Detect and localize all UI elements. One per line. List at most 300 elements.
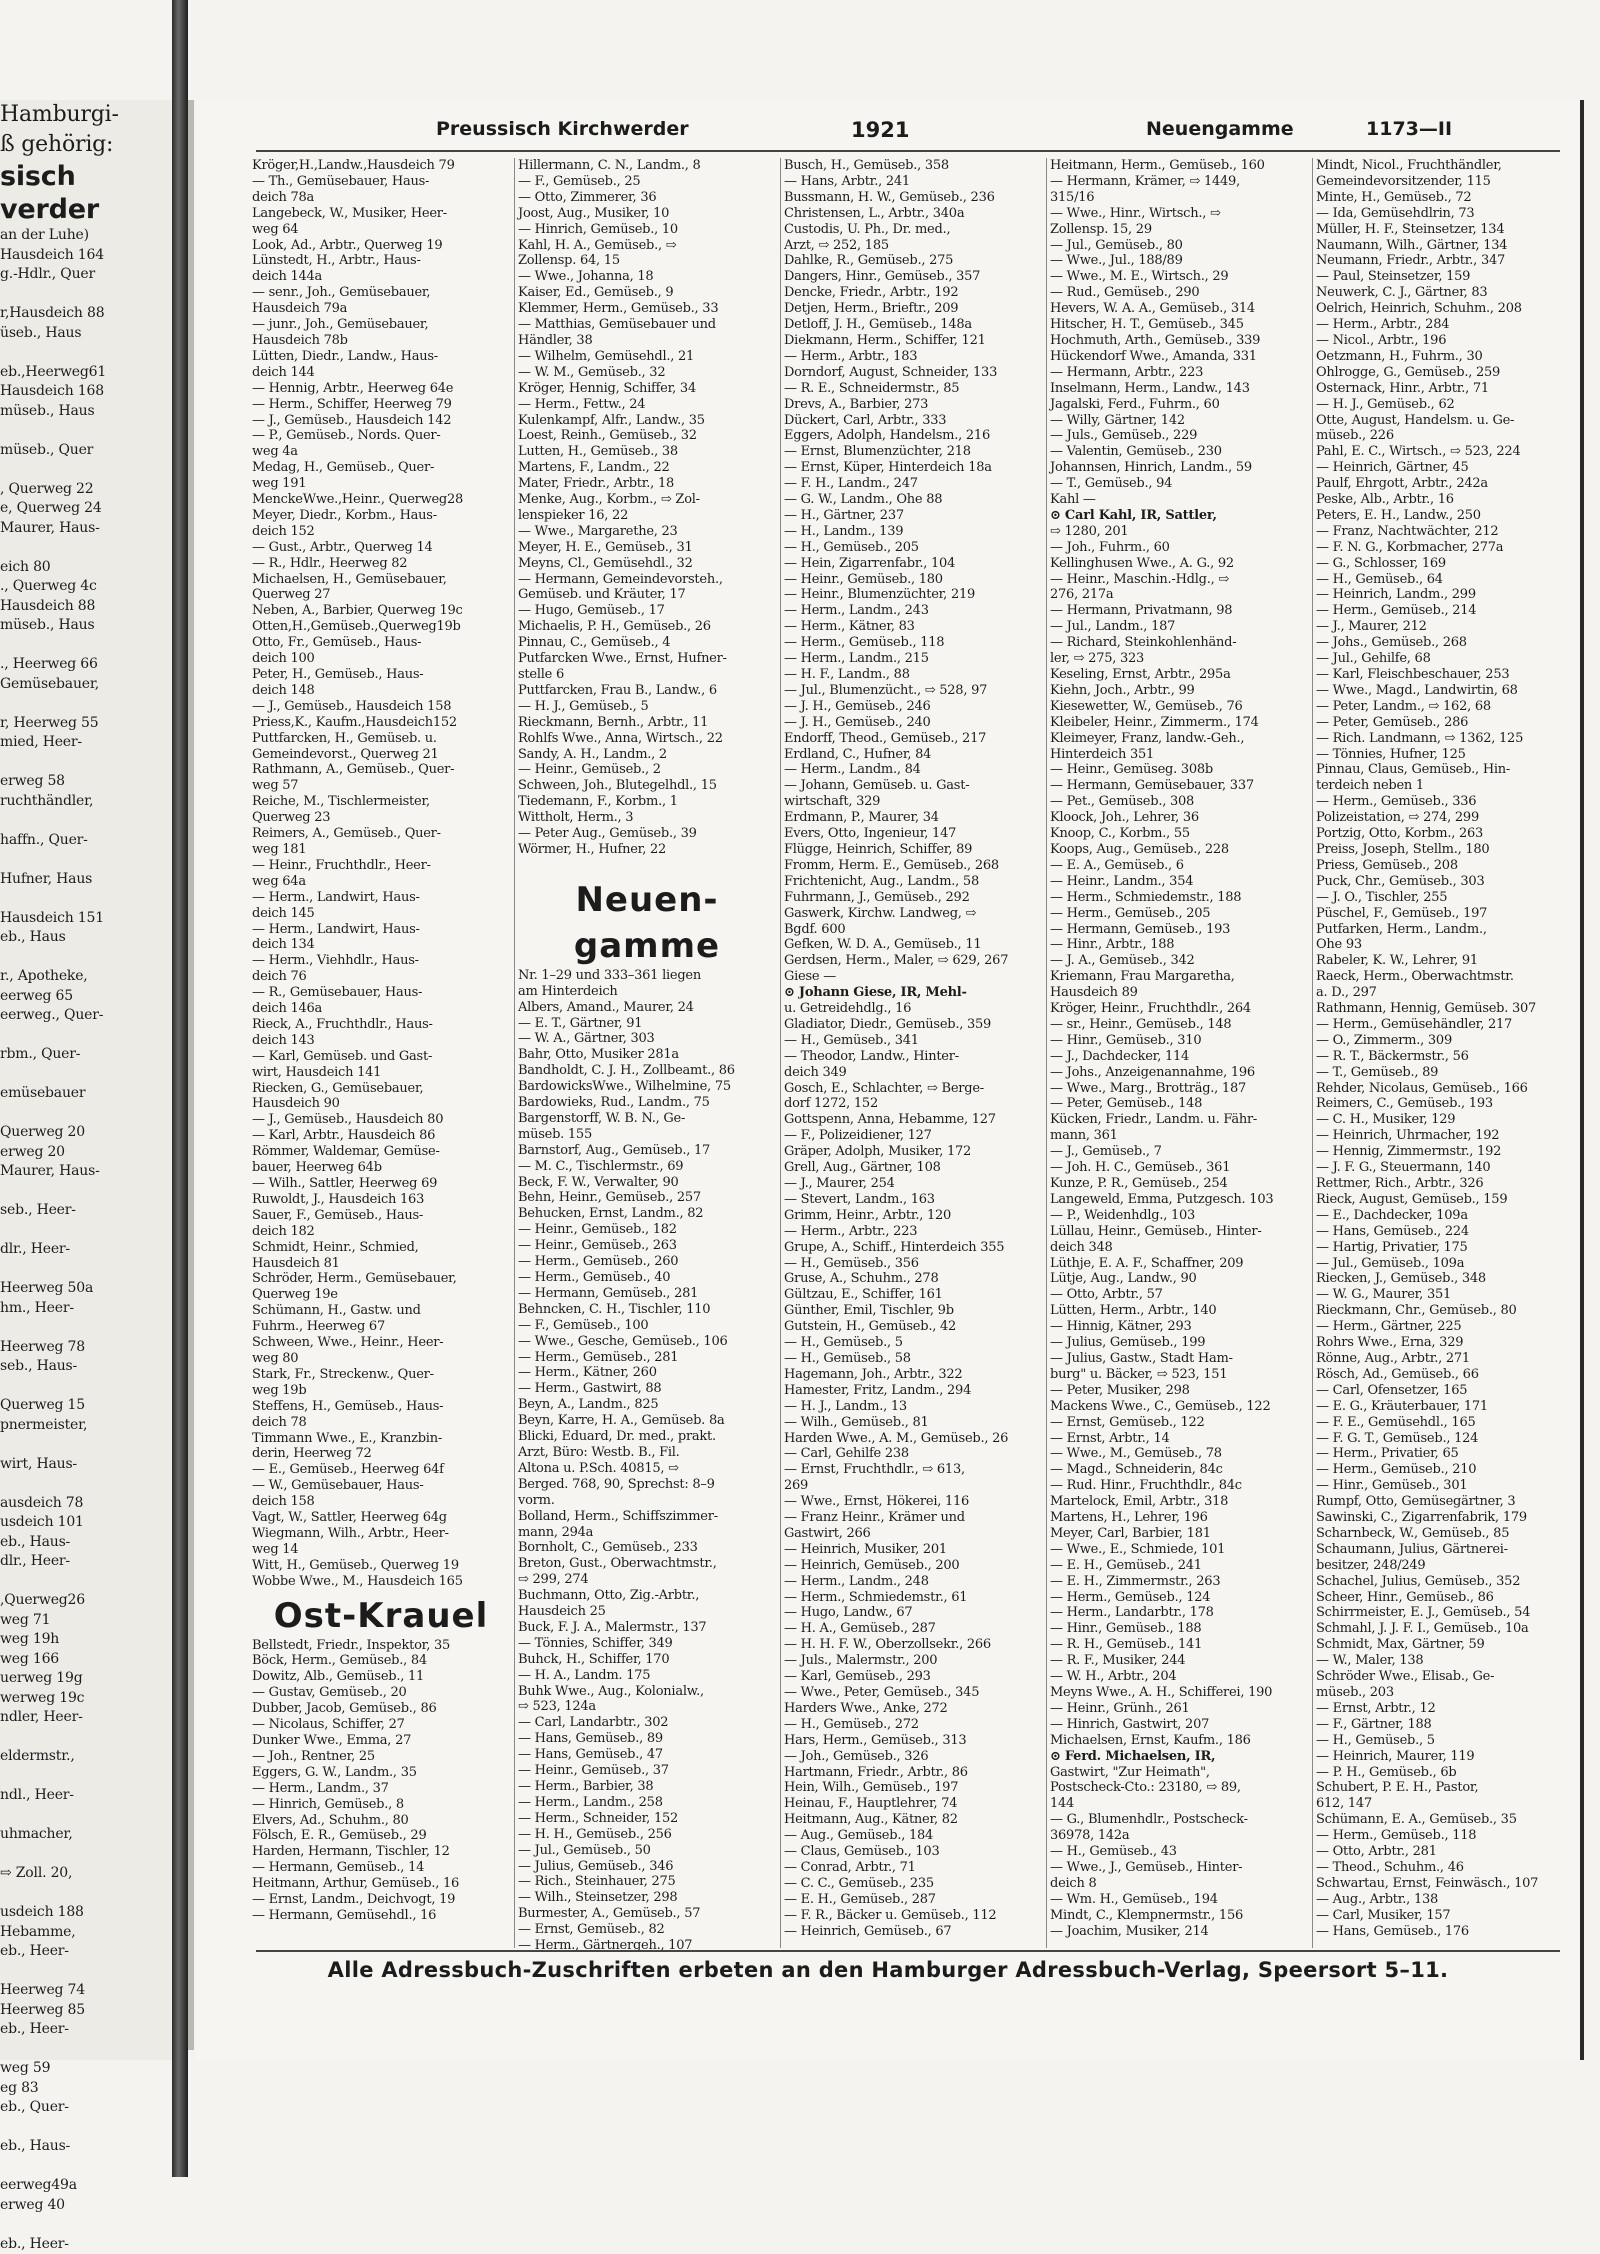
directory-entry: Giese — xyxy=(784,969,1042,985)
directory-entry: Heitmann, Herm., Gemüseb., 160 xyxy=(1050,158,1308,174)
directory-entry: — Rich. Landmann, ⇨ 1362, 125 xyxy=(1316,731,1574,747)
header-year: 1921 xyxy=(851,118,909,142)
directory-entry: — Tönnies, Schiffer, 349 xyxy=(518,1636,776,1652)
directory-entry: Endorff, Theod., Gemüseb., 217 xyxy=(784,731,1042,747)
directory-entry: — E. A., Gemüseb., 6 xyxy=(1050,858,1308,874)
directory-entry: Gastwirt, "Zur Heimath", xyxy=(1050,1765,1308,1781)
adjacent-page-line: dlr., Heer- xyxy=(0,1240,172,1260)
directory-entry: ⇨ 299, 274 xyxy=(518,1572,776,1588)
directory-entry: Pinnau, C., Gemüseb., 4 xyxy=(518,635,776,651)
adjacent-page-line: müseb., Haus xyxy=(0,402,172,422)
directory-entry: Kiehn, Joch., Arbtr., 99 xyxy=(1050,683,1308,699)
directory-entry: — H., Gemüseb., 58 xyxy=(784,1351,1042,1367)
adjacent-page-line xyxy=(0,1260,172,1280)
directory-entry: — Hans, Gemüseb., 47 xyxy=(518,1747,776,1763)
directory-entry: — Herm., Landm., 243 xyxy=(784,603,1042,619)
adjacent-page-line xyxy=(0,948,172,968)
directory-entry: Riecken, G., Gemüsebauer, xyxy=(252,1081,510,1097)
directory-entry: — Wm. H., Gemüseb., 194 xyxy=(1050,1892,1308,1908)
directory-entry: — H., Gemüseb., 272 xyxy=(784,1717,1042,1733)
directory-entry: Diekmann, Herm., Schiffer, 121 xyxy=(784,333,1042,349)
directory-entry: Schween, Joh., Blutegelhdl., 15 xyxy=(518,778,776,794)
directory-entry: — Carl, Gehilfe 238 xyxy=(784,1446,1042,1462)
directory-entry: — Johann, Gemüseb. u. Gast- xyxy=(784,778,1042,794)
adjacent-page-line: Querweg 15 xyxy=(0,1396,172,1416)
directory-entry: Hückendorf Wwe., Amanda, 331 xyxy=(1050,349,1308,365)
directory-entry: Peske, Alb., Arbtr., 16 xyxy=(1316,492,1574,508)
directory-entry: — Valentin, Gemüseb., 230 xyxy=(1050,444,1308,460)
adjacent-page-line xyxy=(0,2157,172,2177)
directory-entry: Martens, F., Landm., 22 xyxy=(518,460,776,476)
directory-entry: — W. G., Maurer, 351 xyxy=(1316,1287,1574,1303)
directory-entry: Querweg 19e xyxy=(252,1287,510,1303)
directory-entry: Schachel, Julius, Gemüseb., 352 xyxy=(1316,1574,1574,1590)
adjacent-page-line: ndler, Heer- xyxy=(0,1708,172,1728)
adjacent-page-line: r, Heerweg 55 xyxy=(0,714,172,734)
directory-entry: 315/16 xyxy=(1050,190,1308,206)
adjacent-page-line xyxy=(0,1962,172,1982)
directory-entry: Riecken, J., Gemüseb., 348 xyxy=(1316,1271,1574,1287)
adjacent-page-line: eg 83 xyxy=(0,2079,172,2099)
directory-entry: Gosch, E., Schlachter, ⇨ Berge- xyxy=(784,1081,1042,1097)
directory-entry: — Wwe., E., Schmiede, 101 xyxy=(1050,1542,1308,1558)
adjacent-page-line: erweg 20 xyxy=(0,1143,172,1163)
directory-entry: — Herm., Gemüsehändler, 217 xyxy=(1316,1017,1574,1033)
directory-entry: Hillermann, C. N., Landm., 8 xyxy=(518,158,776,174)
directory-entry: Reiche, M., Tischlermeister, xyxy=(252,794,510,810)
directory-entry: — Karl, Fleischbeschauer, 253 xyxy=(1316,667,1574,683)
directory-entry: Hinterdeich 351 xyxy=(1050,747,1308,763)
directory-entry: Buhck, H., Schiffer, 170 xyxy=(518,1652,776,1668)
directory-entry: — Hinr., Gemüseb., 188 xyxy=(1050,1621,1308,1637)
adjacent-page-line: verder xyxy=(0,193,172,226)
directory-entry: Mackens Wwe., C., Gemüseb., 122 xyxy=(1050,1399,1308,1415)
directory-entry: — Wilh., Gemüseb., 81 xyxy=(784,1415,1042,1431)
directory-entry: — Herm., Arbtr., 183 xyxy=(784,349,1042,365)
directory-entry: — H., Gemüseb., 205 xyxy=(784,540,1042,556)
directory-entry: — Herm., Landm., 37 xyxy=(252,1781,510,1797)
directory-entry: Rabeler, K. W., Lehrer, 91 xyxy=(1316,953,1574,969)
directory-entry: Erdland, C., Hufner, 84 xyxy=(784,747,1042,763)
directory-entry: Querweg 27 xyxy=(252,587,510,603)
directory-entry: — E. H., Gemüseb., 241 xyxy=(1050,1558,1308,1574)
directory-entry: Heitmann, Arthur, Gemüseb., 16 xyxy=(252,1876,510,1892)
adjacent-page-line xyxy=(0,1065,172,1085)
directory-entry: — Herm., Landwirt, Haus- xyxy=(252,890,510,906)
directory-entry: Jagalski, Ferd., Fuhrm., 60 xyxy=(1050,397,1308,413)
directory-entry: Look, Ad., Arbtr., Querweg 19 xyxy=(252,238,510,254)
adjacent-page-line xyxy=(0,1104,172,1124)
directory-entry: Hagemann, Joh., Arbtr., 322 xyxy=(784,1367,1042,1383)
column-4 xyxy=(1050,158,1308,1948)
directory-entry: — Heinr., Gemüseb., 180 xyxy=(784,572,1042,588)
directory-entry: Buck, F. J. A., Malermstr., 137 xyxy=(518,1620,776,1636)
directory-entry: Bolland, Herm., Schiffszimmer- xyxy=(518,1509,776,1525)
adjacent-page-line: eb., Heer- xyxy=(0,1942,172,1962)
directory-entry: — Hermann, Krämer, ⇨ 1449, xyxy=(1050,174,1308,190)
directory-entry: Langeweld, Emma, Putzgesch. 103 xyxy=(1050,1192,1308,1208)
directory-entry: Behn, Heinr., Gemüseb., 257 xyxy=(518,1190,776,1206)
directory-entry: Schmahl, J. J. F. I., Gemüseb., 10a xyxy=(1316,1621,1574,1637)
directory-entry: — Matthias, Gemüsebauer und xyxy=(518,317,776,333)
directory-entry: Kriemann, Frau Margaretha, xyxy=(1050,969,1308,985)
directory-entry: — F., Polizeidiener, 127 xyxy=(784,1128,1042,1144)
directory-entry: Querweg 23 xyxy=(252,810,510,826)
directory-entry: Michaelis, P. H., Gemüseb., 26 xyxy=(518,619,776,635)
directory-entry: Pinnau, Claus, Gemüseb., Hin- xyxy=(1316,762,1574,778)
directory-entry: Rehder, Nicolaus, Gemüseb., 166 xyxy=(1316,1081,1574,1097)
directory-entry: — Heinr., Gemüseb., 37 xyxy=(518,1763,776,1779)
directory-entry: Kloock, Joh., Lehrer, 36 xyxy=(1050,810,1308,826)
directory-entry: weg 19b xyxy=(252,1383,510,1399)
directory-entry: Tiedemann, F., Korbm., 1 xyxy=(518,794,776,810)
directory-entry: Rieckmann, Chr., Gemüseb., 80 xyxy=(1316,1303,1574,1319)
adjacent-page-line: ß gehörig: xyxy=(0,130,172,160)
directory-entry: Kröger, Hennig, Schiffer, 34 xyxy=(518,381,776,397)
directory-entry: — J., Maurer, 254 xyxy=(784,1176,1042,1192)
directory-entry: Klemmer, Herm., Gemüseb., 33 xyxy=(518,301,776,317)
directory-entry: — Heinrich, Maurer, 119 xyxy=(1316,1749,1574,1765)
directory-entry: Günther, Emil, Tischler, 9b xyxy=(784,1303,1042,1319)
directory-entry: — Herm., Schneider, 152 xyxy=(518,1811,776,1827)
directory-entry: Kaiser, Ed., Gemüseb., 9 xyxy=(518,285,776,301)
directory-entry: Schümann, H., Gastw. und xyxy=(252,1303,510,1319)
directory-entry: — Th., Gemüsebauer, Haus- xyxy=(252,174,510,190)
directory-entry: — Carl, Musiker, 157 xyxy=(1316,1908,1574,1924)
directory-entry: Bellstedt, Friedr., Inspektor, 35 xyxy=(252,1638,510,1654)
header-rule xyxy=(256,150,1560,152)
directory-entry: deich 100 xyxy=(252,651,510,667)
adjacent-page-line: emüsebauer xyxy=(0,1084,172,1104)
directory-entry: — Herm., Landwirt, Haus- xyxy=(252,922,510,938)
directory-entry: — Otto, Arbtr., 57 xyxy=(1050,1287,1308,1303)
directory-entry: — H., Gemüseb., 5 xyxy=(784,1335,1042,1351)
directory-entry: 612, 147 xyxy=(1316,1796,1574,1812)
directory-entry: — E., Gemüseb., Heerweg 64f xyxy=(252,1462,510,1478)
section-heading: gamme xyxy=(518,926,776,966)
directory-entry: — Herm., Gemüseb., 336 xyxy=(1316,794,1574,810)
directory-entry: Gladiator, Diedr., Gemüseb., 359 xyxy=(784,1017,1042,1033)
directory-entry: — Herm., Gärtnergeh., 107 xyxy=(518,1938,776,1954)
directory-entry: Peter, H., Gemüseb., Haus- xyxy=(252,667,510,683)
adjacent-page-line: weg 59 xyxy=(0,2059,172,2079)
directory-entry: Oelrich, Heinrich, Schuhm., 208 xyxy=(1316,301,1574,317)
book-gutter-shadow xyxy=(188,100,194,2050)
adjacent-page-line: eb., Haus- xyxy=(0,2137,172,2157)
adjacent-page-line xyxy=(0,1318,172,1338)
directory-entry: Zollensp. 64, 15 xyxy=(518,253,776,269)
directory-entry: Altona u. P.Sch. 40815, ⇨ xyxy=(518,1461,776,1477)
directory-entry: — Peter, Musiker, 298 xyxy=(1050,1383,1308,1399)
directory-entry: Wittholt, Herm., 3 xyxy=(518,810,776,826)
directory-entry: Knoop, C., Korbm., 55 xyxy=(1050,826,1308,842)
directory-entry: — H. J., Gemüseb., 62 xyxy=(1316,397,1574,413)
directory-entry: Meyer, H. E., Gemüseb., 31 xyxy=(518,540,776,556)
directory-entry: Stark, Fr., Streckenw., Quer- xyxy=(252,1367,510,1383)
directory-entry: Bussmann, H. W., Gemüseb., 236 xyxy=(784,190,1042,206)
directory-entry: — C. C., Gemüseb., 235 xyxy=(784,1876,1042,1892)
adjacent-page-line: ., Querweg 4c xyxy=(0,577,172,597)
directory-entry: — Hartig, Privatier, 175 xyxy=(1316,1240,1574,1256)
directory-entry: Gerdsen, Herm., Maler, ⇨ 629, 267 xyxy=(784,953,1042,969)
directory-entry: Püschel, F., Gemüseb., 197 xyxy=(1316,906,1574,922)
directory-entry: Dorndorf, August, Schneider, 133 xyxy=(784,365,1042,381)
directory-entry: Heitmann, Aug., Kätner, 82 xyxy=(784,1812,1042,1828)
adjacent-page-line: ,Querweg26 xyxy=(0,1591,172,1611)
adjacent-page-line: Hausdeich 164 xyxy=(0,246,172,266)
directory-entry: — Aug., Arbtr., 138 xyxy=(1316,1892,1574,1908)
directory-entry: — Theodor, Landw., Hinter- xyxy=(784,1049,1042,1065)
directory-entry: — Wwe., Marg., Brotträg., 187 xyxy=(1050,1081,1308,1097)
directory-entry: Peters, E. H., Landw., 250 xyxy=(1316,508,1574,524)
footer-rule xyxy=(256,1950,1560,1952)
directory-entry: ⊙ Ferd. Michaelsen, IR, xyxy=(1050,1749,1308,1765)
directory-entry: Blicki, Eduard, Dr. med., prakt. xyxy=(518,1429,776,1445)
directory-entry: — H., Gemüseb., 64 xyxy=(1316,572,1574,588)
directory-entry: Bargenstorff, W. B. N., Ge- xyxy=(518,1111,776,1127)
column-5 xyxy=(1316,158,1574,1948)
directory-entry: — W., Maler, 138 xyxy=(1316,1653,1574,1669)
directory-entry: — F., Gärtner, 188 xyxy=(1316,1717,1574,1733)
directory-entry: müseb., 226 xyxy=(1316,428,1574,444)
directory-entry: — Herm., Gastwirt, 88 xyxy=(518,1381,776,1397)
directory-entry: — Herm., Landm., 258 xyxy=(518,1795,776,1811)
directory-entry: Lütten, Herm., Arbtr., 140 xyxy=(1050,1303,1308,1319)
directory-entry: — Jul., Gemüseb., 50 xyxy=(518,1843,776,1859)
directory-entry: Busch, H., Gemüseb., 358 xyxy=(784,158,1042,174)
directory-entry: — Heinrich, Gemüseb., 67 xyxy=(784,1924,1042,1940)
directory-entry: — Herm., Viehhdlr., Haus- xyxy=(252,953,510,969)
directory-entry: Portzig, Otto, Korbm., 263 xyxy=(1316,826,1574,842)
directory-entry: weg 181 xyxy=(252,842,510,858)
directory-entry: — Herm., Gemüseb., 281 xyxy=(518,1350,776,1366)
directory-entry: Rohlfs Wwe., Anna, Wirtsch., 22 xyxy=(518,731,776,747)
directory-entry: Otte, August, Handelsm. u. Ge- xyxy=(1316,413,1574,429)
adjacent-page-line: Hausdeich 151 xyxy=(0,909,172,929)
adjacent-page-line xyxy=(0,285,172,305)
adjacent-page-line: eb., Haus- xyxy=(0,1533,172,1553)
directory-entry: Rönne, Aug., Arbtr., 271 xyxy=(1316,1351,1574,1367)
directory-entry: Fromm, Herm. E., Gemüseb., 268 xyxy=(784,858,1042,874)
directory-entry: weg 4a xyxy=(252,444,510,460)
directory-entry: ⊙ Johann Giese, IR, Mehl- xyxy=(784,985,1042,1001)
directory-entry: Detloff, J. H., Gemüseb., 148a xyxy=(784,317,1042,333)
directory-entry: — Hermann, Arbtr., 223 xyxy=(1050,365,1308,381)
directory-entry: — H. H., Gemüseb., 256 xyxy=(518,1827,776,1843)
directory-entry: Koops, Aug., Gemüseb., 228 xyxy=(1050,842,1308,858)
directory-entry: — P. H., Gemüseb., 6b xyxy=(1316,1765,1574,1781)
directory-entry: — R. T., Bäckermstr., 56 xyxy=(1316,1049,1574,1065)
column-separator xyxy=(1312,158,1313,1948)
directory-entry: Menke, Aug., Korbm., ⇨ Zol- xyxy=(518,492,776,508)
directory-entry: Gaswerk, Kirchw. Landweg, ⇨ xyxy=(784,906,1042,922)
directory-entry: terdeich neben 1 xyxy=(1316,778,1574,794)
directory-entry: Steffens, H., Gemüseb., Haus- xyxy=(252,1399,510,1415)
directory-entry: Ohe 93 xyxy=(1316,937,1574,953)
directory-entry: Hausdeich 90 xyxy=(252,1096,510,1112)
directory-entry: Lütje, Aug., Landw., 90 xyxy=(1050,1271,1308,1287)
directory-entry: Behucken, Ernst, Landm., 82 xyxy=(518,1206,776,1222)
directory-entry: Dowitz, Alb., Gemüseb., 11 xyxy=(252,1669,510,1685)
directory-entry: — Herm., Schmiedemstr., 188 xyxy=(1050,890,1308,906)
directory-entry: — W., Gemüsebauer, Haus- xyxy=(252,1478,510,1494)
adjacent-page-line: ., Heerweg 66 xyxy=(0,655,172,675)
directory-entry: Lutten, H., Gemüseb., 38 xyxy=(518,444,776,460)
directory-entry: — Willy, Gärtner, 142 xyxy=(1050,413,1308,429)
directory-entry: 269 xyxy=(784,1478,1042,1494)
directory-entry: Meyer, Carl, Barbier, 181 xyxy=(1050,1526,1308,1542)
directory-entry: Kulenkampf, Alfr., Landw., 35 xyxy=(518,413,776,429)
directory-entry: Reimers, C., Gemüseb., 193 xyxy=(1316,1096,1574,1112)
directory-entry: — Herm., Fettw., 24 xyxy=(518,397,776,413)
section-heading: Neuen- xyxy=(518,880,776,920)
directory-entry: Schröder, Herm., Gemüsebauer, xyxy=(252,1271,510,1287)
adjacent-page-line xyxy=(0,538,172,558)
directory-entry: Joost, Aug., Musiker, 10 xyxy=(518,206,776,222)
directory-entry: — Johs., Anzeigenannahme, 196 xyxy=(1050,1065,1308,1081)
adjacent-page-line: eb., Quer- xyxy=(0,2098,172,2118)
directory-entry: — Hennig, Zimmermstr., 192 xyxy=(1316,1144,1574,1160)
directory-entry: — Hinrich, Gastwirt, 207 xyxy=(1050,1717,1308,1733)
adjacent-page-line: Gemüsebauer, xyxy=(0,675,172,695)
directory-entry: Johannsen, Hinrich, Landm., 59 xyxy=(1050,460,1308,476)
directory-entry: Gruse, A., Schuhm., 278 xyxy=(784,1271,1042,1287)
directory-entry: — W. H., Arbtr., 204 xyxy=(1050,1669,1308,1685)
directory-entry: — Heinrich, Landm., 299 xyxy=(1316,587,1574,603)
directory-entry: Bahr, Otto, Musiker 281a xyxy=(518,1047,776,1063)
directory-entry: Vagt, W., Sattler, Heerweg 64g xyxy=(252,1510,510,1526)
directory-entry: Wörmer, H., Hufner, 22 xyxy=(518,842,776,858)
adjacent-page-line: Querweg 20 xyxy=(0,1123,172,1143)
adjacent-page-line xyxy=(0,1435,172,1455)
directory-entry: Eggers, G. W., Landm., 35 xyxy=(252,1765,510,1781)
directory-entry: — R., Gemüsebauer, Haus- xyxy=(252,985,510,1001)
directory-entry: Arzt, Büro: Westb. B., Fil. xyxy=(518,1445,776,1461)
directory-entry: — Franz Heinr., Krämer und xyxy=(784,1510,1042,1526)
directory-entry: — R. H., Gemüseb., 141 xyxy=(1050,1637,1308,1653)
adjacent-page-line: Heerweg 74 xyxy=(0,1981,172,2001)
directory-entry: Neumann, Friedr., Arbtr., 347 xyxy=(1316,253,1574,269)
adjacent-page-line: erweg 40 xyxy=(0,2196,172,2216)
directory-entry: — F. H., Landm., 247 xyxy=(784,476,1042,492)
directory-entry: — Wilh., Sattler, Heerweg 69 xyxy=(252,1176,510,1192)
adjacent-page-line: werweg 19c xyxy=(0,1689,172,1709)
directory-entry: Fuhrm., Heerweg 67 xyxy=(252,1319,510,1335)
directory-entry: Breton, Gust., Oberwachtmstr., xyxy=(518,1556,776,1572)
directory-entry: — Heinr., Gemüseb., 263 xyxy=(518,1238,776,1254)
directory-entry: — J. H., Gemüseb., 246 xyxy=(784,699,1042,715)
adjacent-page-line: Heerweg 50a xyxy=(0,1279,172,1299)
directory-entry: — Stevert, Landm., 163 xyxy=(784,1192,1042,1208)
directory-entry: Ruwoldt, J., Hausdeich 163 xyxy=(252,1192,510,1208)
directory-entry: Kellinghusen Wwe., A. G., 92 xyxy=(1050,556,1308,572)
adjacent-page-line: e, Querweg 24 xyxy=(0,499,172,519)
directory-entry: — P., Gemüseb., Nords. Quer- xyxy=(252,428,510,444)
directory-entry: Hitscher, H. T., Gemüseb., 345 xyxy=(1050,317,1308,333)
directory-entry: Lüthje, E. A. F., Schaffner, 209 xyxy=(1050,1256,1308,1272)
directory-entry: — F. G. T., Gemüseb., 124 xyxy=(1316,1431,1574,1447)
directory-entry: deich 145 xyxy=(252,906,510,922)
adjacent-page-line: g.-Hdlr., Quer xyxy=(0,265,172,285)
column-3 xyxy=(784,158,1042,1948)
column-separator xyxy=(1046,158,1047,1948)
directory-entry: müseb., 203 xyxy=(1316,1685,1574,1701)
directory-entry: BardowicksWwe., Wilhelmine, 75 xyxy=(518,1079,776,1095)
directory-entry: Rohrs Wwe., Erna, 329 xyxy=(1316,1335,1574,1351)
adjacent-page-line: eb., Haus xyxy=(0,928,172,948)
directory-entry: — J., Gemüseb., 7 xyxy=(1050,1144,1308,1160)
directory-entry: — Jul., Blumenzücht., ⇨ 528, 97 xyxy=(784,683,1042,699)
directory-entry: weg 64a xyxy=(252,874,510,890)
directory-entry: — H., Gemüseb., 356 xyxy=(784,1256,1042,1272)
column-separator xyxy=(780,158,781,1948)
directory-entry: — Ernst, Landm., Deichvogt, 19 xyxy=(252,1892,510,1908)
directory-entry: — J. H., Gemüseb., 240 xyxy=(784,715,1042,731)
directory-entry: — Herm., Gemüseb., 118 xyxy=(784,635,1042,651)
directory-entry: — G., Blumenhdlr., Postscheck- xyxy=(1050,1812,1308,1828)
directory-entry: Otto, Fr., Gemüseb., Haus- xyxy=(252,635,510,651)
directory-entry: — Wwe., Ernst, Hökerei, 116 xyxy=(784,1494,1042,1510)
directory-entry: Kröger,H.,Landw.,Hausdeich 79 xyxy=(252,158,510,174)
adjacent-page-line: seb., Heer- xyxy=(0,1201,172,1221)
directory-entry: — Rich., Steinhauer, 275 xyxy=(518,1874,776,1890)
directory-entry: — Hugo, Gemüseb., 17 xyxy=(518,603,776,619)
directory-entry: — H., Gemüseb., 5 xyxy=(1316,1733,1574,1749)
adjacent-page-line xyxy=(0,343,172,363)
adjacent-page-line: üseb., Haus xyxy=(0,324,172,344)
directory-entry: Heinau, F., Hauptlehrer, 74 xyxy=(784,1796,1042,1812)
directory-entry: — Magd., Schneiderin, 84c xyxy=(1050,1462,1308,1478)
directory-entry: — H. F., Landm., 88 xyxy=(784,667,1042,683)
adjacent-page-line: eb., Heer- xyxy=(0,2235,172,2254)
directory-entry: Kiesewetter, W., Gemüseb., 76 xyxy=(1050,699,1308,715)
directory-entry: Dangers, Hinr., Gemüseb., 357 xyxy=(784,269,1042,285)
directory-entry: — Herm., Landm., 248 xyxy=(784,1574,1042,1590)
directory-entry: deich 152 xyxy=(252,524,510,540)
directory-entry: — H. A., Landm. 175 xyxy=(518,1668,776,1684)
directory-entry: — H. H. F. W., Oberzollsekr., 266 xyxy=(784,1637,1042,1653)
directory-entry: — G. W., Landm., Ohe 88 xyxy=(784,492,1042,508)
directory-entry: — Herm., Arbtr., 284 xyxy=(1316,317,1574,333)
directory-entry: — J. F. G., Steuermann, 140 xyxy=(1316,1160,1574,1176)
directory-entry: — senr., Joh., Gemüsebauer, xyxy=(252,285,510,301)
directory-entry: — T., Gemüseb., 94 xyxy=(1050,476,1308,492)
directory-entry: — W. M., Gemüseb., 32 xyxy=(518,365,776,381)
adjacent-page-line: erweg 58 xyxy=(0,772,172,792)
directory-entry: lenspieker 16, 22 xyxy=(518,508,776,524)
directory-entry: Oetzmann, H., Fuhrm., 30 xyxy=(1316,349,1574,365)
directory-entry: 276, 217a xyxy=(1050,587,1308,603)
adjacent-page-line: uhmacher, xyxy=(0,1825,172,1845)
directory-entry: Elvers, Ad., Schuhm., 80 xyxy=(252,1813,510,1829)
directory-entry: — Hans, Gemüseb., 176 xyxy=(1316,1924,1574,1940)
column-separator xyxy=(514,158,515,1948)
directory-entry: — Wwe., Gesche, Gemüseb., 106 xyxy=(518,1334,776,1350)
directory-entry: mann, 361 xyxy=(1050,1128,1308,1144)
directory-entry: — Karl, Gemüseb. und Gast- xyxy=(252,1049,510,1065)
directory-entry: Gottspenn, Anna, Hebamme, 127 xyxy=(784,1112,1042,1128)
adjacent-page-line: eerweg., Quer- xyxy=(0,1006,172,1026)
adjacent-page-line: Hausdeich 168 xyxy=(0,382,172,402)
adjacent-page-line xyxy=(0,1221,172,1241)
directory-entry: Dahlke, R., Gemüseb., 275 xyxy=(784,253,1042,269)
directory-entry: Burmester, A., Gemüseb., 57 xyxy=(518,1906,776,1922)
directory-entry: — Herm., Kätner, 260 xyxy=(518,1365,776,1381)
directory-entry: Böck, Herm., Gemüseb., 84 xyxy=(252,1653,510,1669)
directory-entry: weg 64 xyxy=(252,222,510,238)
directory-entry: — Herm., Gemüseb., 124 xyxy=(1050,1590,1308,1606)
directory-entry: — Hinrich, Gemüseb., 8 xyxy=(252,1797,510,1813)
